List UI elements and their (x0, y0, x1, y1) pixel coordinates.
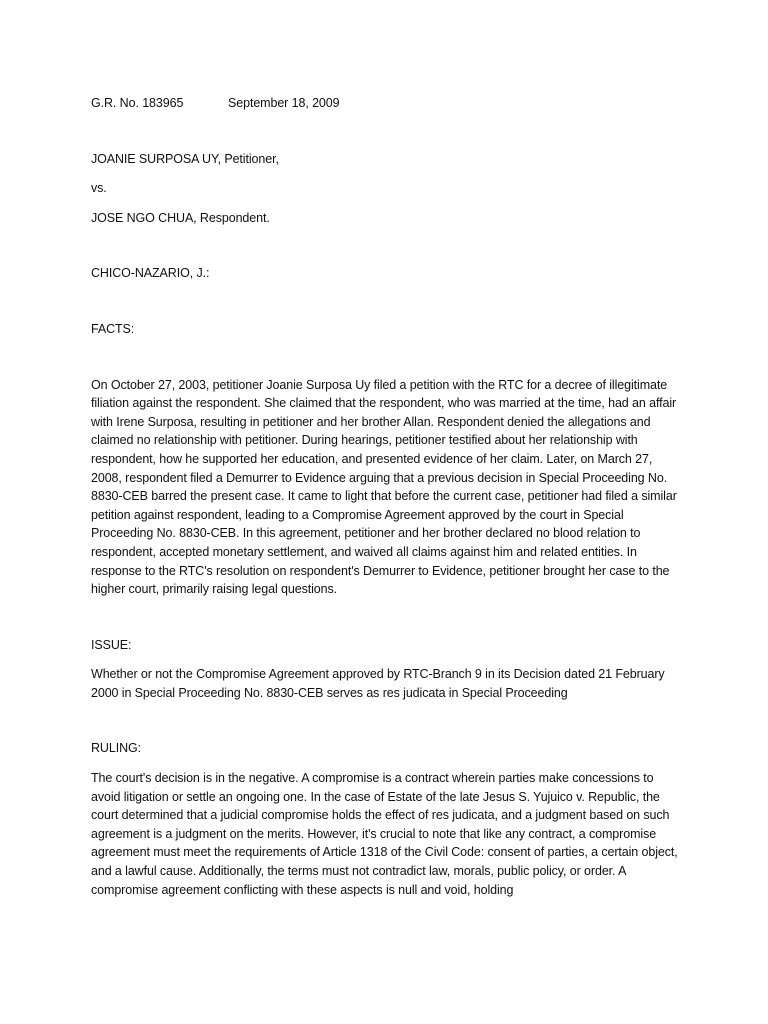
ruling-paragraph: The court's decision is in the negative. A compromise is a contract wherein parties make concessions to avoid litigation or settle an ongoing one. In the case of Estate of the late Jesus S. Yujuico v. Republic, the court determined that a judicial compromise holds the effect of res judicata, and a judgment based on such agreement is a judgment on the merits. However, it's crucial to note that like any contract, a compromise agreement must meet the requirements of Article 1318 of the Civil Code: consent of parties, a certain object, and a lawful cause. Additionally, the terms must not contradict law, morals, public policy, or order. A compromise agreement conflicting with these aspects is null and void, holding (91, 771, 678, 897)
respondent-line: JOSE NGO CHUA, Respondent. (91, 210, 270, 225)
gr-number: G.R. No. 183965 (91, 96, 184, 110)
ruling-heading: RULING: (91, 741, 142, 756)
versus-line: vs. (91, 181, 107, 196)
petitioner-line: JOANIE SURPOSA UY, Petitioner, (91, 151, 279, 166)
decision-date: September 18, 2009 (228, 96, 340, 110)
facts-heading: FACTS: (91, 321, 135, 336)
case-header (91, 94, 681, 113)
case-digest (91, 94, 681, 899)
issue-heading: ISSUE: (91, 637, 132, 652)
ponente-line: CHICO-NAZARIO, J.: (91, 266, 210, 281)
facts-paragraph: On October 27, 2003, petitioner Joanie Surposa Uy filed a petition with the RTC for a decree of illegitimate filiation against the respondent. She claimed that the respondent, who was married at the time, had an affair with Irene Surposa, resulting in petitioner and her brother Allan. Respondent denied the allegations and claimed no relationship with petitioner. During hearings, petitioner testified about her relationship with respondent, how he supported her education, and presented evidence of her claim. Later, on March 27, 2008, respondent filed a Demurrer to Evidence arguing that a previous decision in Special Proceeding No. 8830-CEB barred the present case. It came to light that before the current case, petitioner had filed a similar petition against respondent, leading to a Compromise Agreement approved by the court in Special Proceeding No. 8830-CEB. In this agreement, petitioner and her brother declared no blood relation to respondent, accepted monetary settlement, and waived all claims against him and related entities. In response to the RTC's resolution on respondent's Demurrer to Evidence, petitioner brought her case to the higher court, primarily raising legal questions. (91, 377, 677, 597)
issue-paragraph: Whether or not the Compromise Agreement approved by RTC-Branch 9 in its Decision dated 21 February 2000 in Special Proceeding No. 8830-CEB serves as res judicata in Special Proceeding (91, 667, 665, 700)
